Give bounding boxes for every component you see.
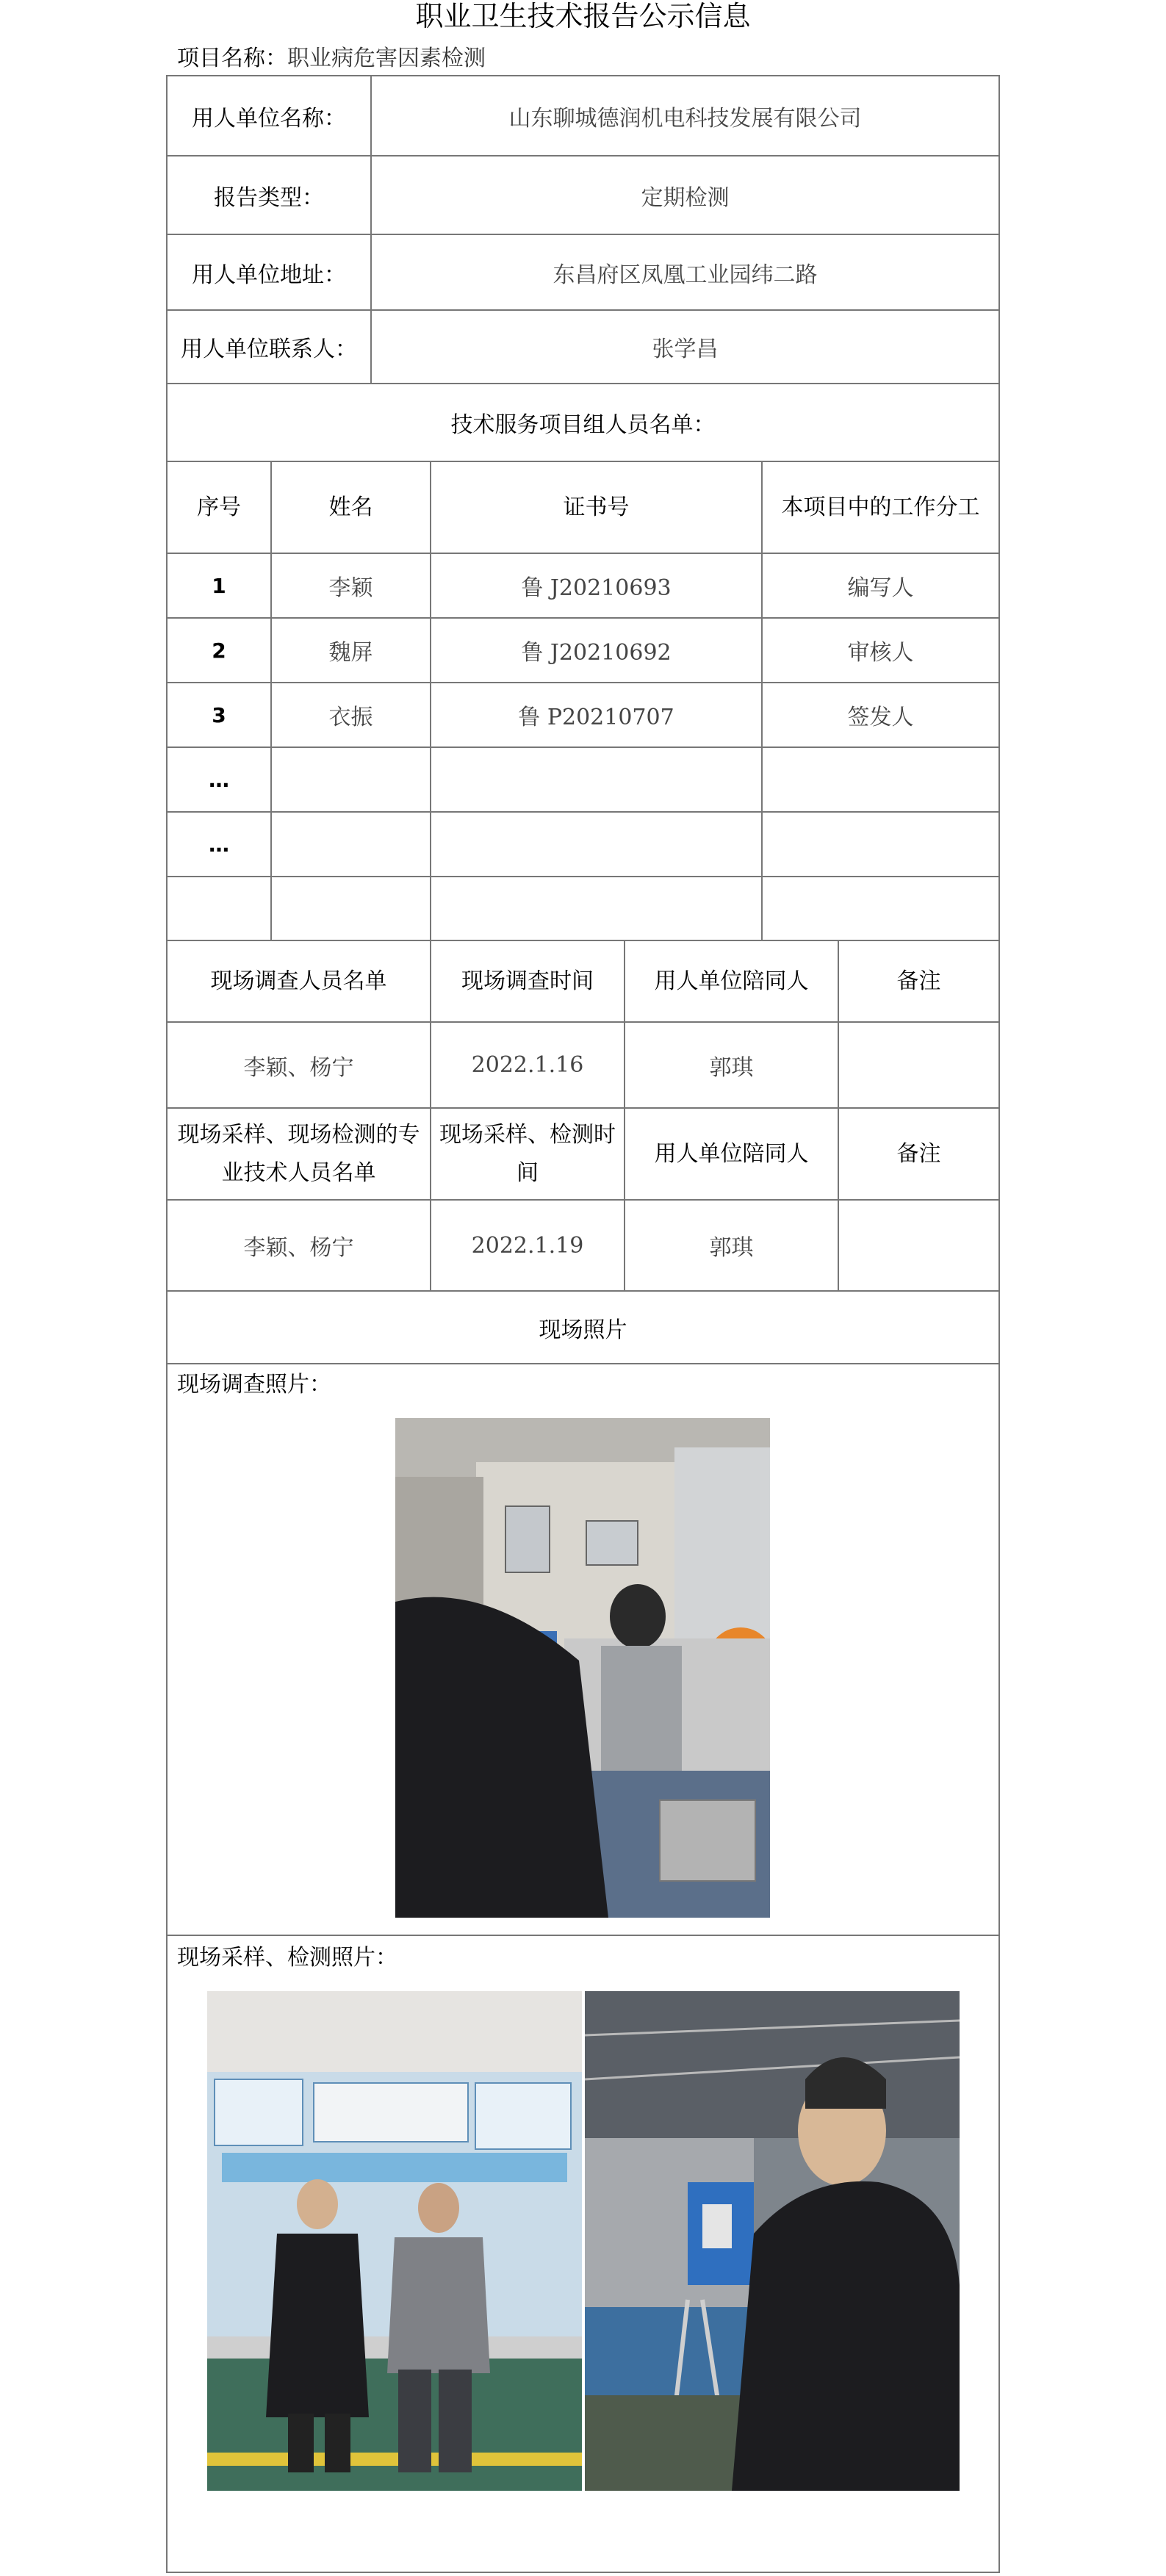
- sampling-photo-left: [207, 1991, 582, 2491]
- survey-header: 用人单位陪同人: [654, 968, 809, 994]
- survey-header: 现场调查人员名单: [210, 968, 387, 994]
- survey-photo-label: 现场调查照片：: [177, 1372, 331, 1397]
- sampling-header: 用人单位陪同人: [654, 1140, 809, 1167]
- team-row-name: 魏屏: [328, 640, 373, 666]
- info-label: 用人单位联系人：: [181, 337, 357, 362]
- team-row-cert: [431, 877, 761, 940]
- survey-time: 2022.1.16: [471, 1052, 584, 1078]
- team-header: 姓名: [328, 494, 373, 520]
- team-row-number: 1: [212, 573, 226, 598]
- team-row-role: 签发人: [847, 705, 914, 730]
- sampling-photo-right: [585, 1991, 960, 2491]
- sampling-header: 备注: [896, 1140, 941, 1167]
- survey-people: 李颖、杨宁: [243, 1054, 354, 1081]
- team-row-cert: 鲁 P20210707: [518, 705, 674, 730]
- info-value: 东昌府区凤凰工业园纬二路: [553, 262, 818, 288]
- info-value: 山东聊城德润机电科技发展有限公司: [508, 105, 862, 132]
- team-row-name: [272, 813, 430, 876]
- project-label: 项目名称：: [177, 46, 287, 71]
- team-row-cert: [431, 748, 761, 811]
- info-label: 用人单位名称：: [192, 105, 346, 132]
- project-value: 职业病危害因素检测: [287, 46, 486, 71]
- team-row-number: …: [209, 767, 229, 792]
- team-row-number: 3: [212, 702, 226, 727]
- sampling-people: 李颖、杨宁: [243, 1235, 354, 1261]
- team-row-name: 李颖: [328, 575, 373, 601]
- project-line: [177, 44, 486, 73]
- team-row-name: [272, 877, 430, 940]
- team-row-cert: 鲁 J20210693: [521, 575, 672, 601]
- info-label: 报告类型：: [214, 184, 324, 211]
- survey-note: [839, 1023, 998, 1107]
- sampling-companion: 郭琪: [709, 1235, 754, 1261]
- survey-header: 现场调查时间: [461, 968, 594, 994]
- team-row-cert: 鲁 J20210692: [521, 640, 672, 666]
- sampling-note: [839, 1201, 998, 1290]
- team-row-number: 2: [212, 638, 226, 663]
- info-value: 张学昌: [652, 337, 719, 362]
- team-row-role: 编写人: [847, 575, 914, 601]
- sampling-header: 现场采样、检测时间: [439, 1121, 616, 1186]
- team-header: 本项目中的工作分工: [781, 494, 980, 520]
- info-label: 用人单位地址：: [192, 262, 346, 288]
- team-row-name: 衣振: [328, 705, 373, 730]
- table-rule: [166, 1363, 1000, 1364]
- photos-section-title: 现场照片: [539, 1317, 627, 1343]
- team-row-number: [168, 877, 270, 940]
- sampling-header: 现场采样、现场检测的专业技术人员名单: [177, 1121, 420, 1186]
- team-row-role: [763, 748, 998, 811]
- team-row-role: 审核人: [847, 640, 914, 666]
- info-value: 定期检测: [641, 184, 730, 211]
- team-row-role: [763, 877, 998, 940]
- team-header: 序号: [197, 494, 241, 520]
- survey-photo: [395, 1418, 770, 1918]
- table-rule: [166, 1935, 1000, 1936]
- team-row-cert: [431, 813, 761, 876]
- sampling-photo-label: 现场采样、检测照片：: [177, 1945, 397, 1971]
- team-section-title: 技术服务项目组人员名单：: [450, 412, 716, 438]
- team-header: 证书号: [563, 494, 630, 520]
- survey-header: 备注: [896, 968, 941, 994]
- survey-companion: 郭琪: [709, 1054, 754, 1081]
- sampling-time: 2022.1.19: [471, 1232, 584, 1259]
- team-row-name: [272, 748, 430, 811]
- team-row-number: …: [209, 832, 229, 857]
- page-title: 职业卫生技术报告公示信息: [415, 0, 751, 32]
- team-row-role: [763, 813, 998, 876]
